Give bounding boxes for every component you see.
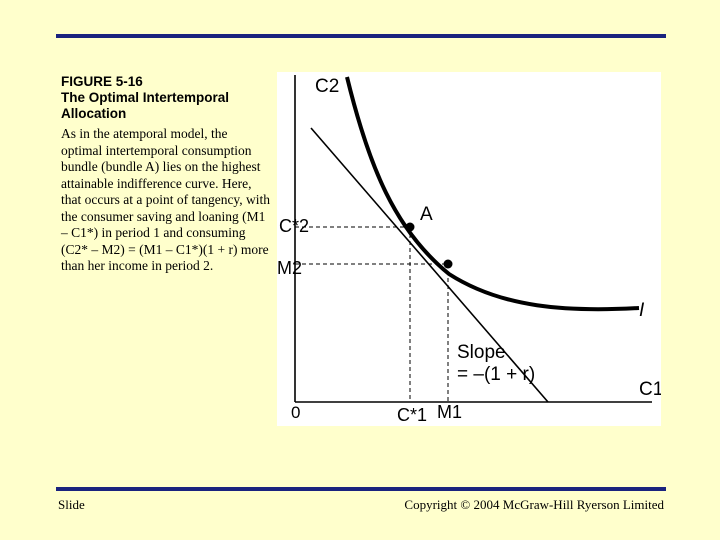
figure-label: FIGURE 5-16 xyxy=(61,74,143,89)
origin-label: 0 xyxy=(291,403,301,422)
y-axis-label: C2 xyxy=(315,76,340,97)
footer-copyright: Copyright © 2004 McGraw-Hill Ryerson Limited xyxy=(404,497,664,512)
figure-title: The Optimal Intertemporal Allocation xyxy=(61,90,230,121)
m1-tick-label: M1 xyxy=(437,402,463,422)
diagram-svg xyxy=(277,72,661,426)
figure-caption xyxy=(61,74,271,275)
point-a xyxy=(406,223,415,232)
point-a-label: A xyxy=(420,204,433,225)
indifference-curve xyxy=(347,77,639,309)
c1star-tick-label: C*1 xyxy=(397,405,428,425)
point-endowment xyxy=(444,260,453,269)
intertemporal-diagram xyxy=(277,72,661,426)
c2star-tick-label: C*2 xyxy=(279,216,310,236)
slope-label-line2: = –(1 + r) xyxy=(457,364,536,385)
figure-body: As in the atemporal model, the optimal intertemporal consumption bundle (bundle A) lies on the highest attainable indifference curve. Here, that occurs at a point of tangency, with the consumer saving and loaning (M1 – C1*) in period 1 and consuming (C2* – M2) = (M1 – C1*)(1 + r) more than her income in period 2. xyxy=(61,126,271,273)
x-axis-label: C1 xyxy=(639,379,661,400)
bottom-rule xyxy=(56,487,666,491)
m2-tick-label: M2 xyxy=(277,258,303,278)
top-rule xyxy=(56,34,666,38)
slope-label-line1: Slope xyxy=(457,342,506,363)
footer-slide-label: Slide xyxy=(58,497,85,512)
curve-label: I xyxy=(639,300,645,321)
budget-line xyxy=(311,128,548,402)
